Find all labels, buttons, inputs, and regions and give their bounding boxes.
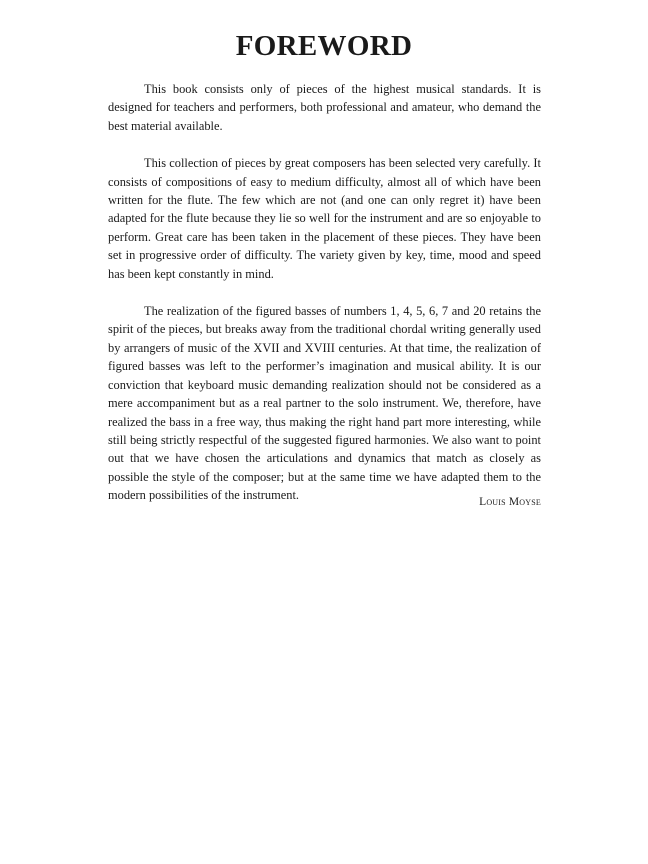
author-signature: Louis Moyse — [479, 496, 541, 508]
paragraph-collection: This collection of pieces by great composers has been selected very carefully. It consists of compositions of easy to medium difficulty, almost all of which have been written for the flute. The few which are not (and one can only regret it) have been adapted for the flute because they lie so well for the instrument and are so enjoyable to perform. Great care has been taken in the placement of these pieces. They have been set in progressive order of difficulty. The variety given by key, time, mood and speed has been kept constantly in mind. — [108, 156, 541, 281]
paragraph-realization: The realization of the figured basses of numbers 1, 4, 5, 6, 7 and 20 retains the spirit of the pieces, but breaks away from the traditional chordal writing generally used by arrangers of music of the XVII and XVIII centuries. At that time, the realization of figured basses was left to the performer’s imagination and musical ability. It is our conviction that keyboard music demanding realization should not be considered as a mere accompaniment but as a real partner to the solo instrument. We, therefore, have realized the bass in a free way, thus making the right hand part more interesting, while still being strictly respectful of the suggested figured harmonies. We also want to point out that we have chosen the articulations and dynamics that match as closely as possible the style of the composer; but at the same time we have adapted them to the modern possibilities of the instrument. — [108, 304, 541, 503]
page-title: FOREWORD — [235, 30, 413, 62]
foreword-body — [108, 80, 541, 524]
paragraph-intro: This book consists only of pieces of the highest musical standards. It is designed for teachers and performers, both professional and amateur, who demand the best material available. — [108, 82, 541, 133]
